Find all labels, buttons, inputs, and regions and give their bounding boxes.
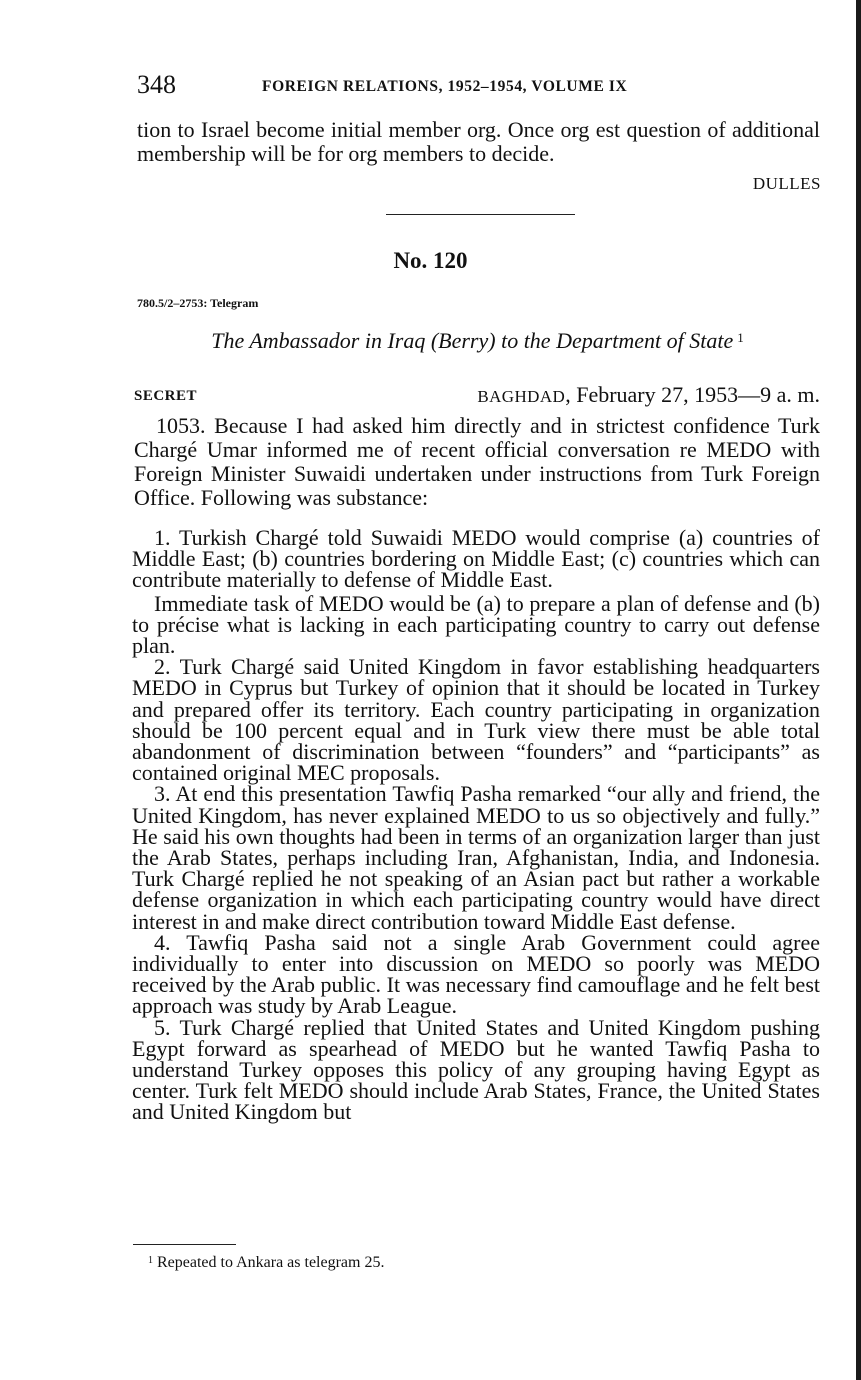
document-number: No. 120 bbox=[393, 248, 468, 273]
telegram-body bbox=[132, 527, 820, 1123]
file-reference: 780.5/2–2753: Telegram bbox=[137, 296, 259, 310]
footnote-reference: 1 bbox=[737, 330, 744, 345]
paragraph: 1053. Because I had asked him directly and in strictest confidence Turk Chargé Umar informed me of recent official conversation re MEDO with Foreign Minister Suwaidi undertaken under instructions from Turk Foreign Office. Following was substance: bbox=[134, 413, 820, 510]
footnote bbox=[148, 1254, 384, 1272]
telegram-opening bbox=[134, 414, 820, 510]
footnote-mark: 1 bbox=[148, 1255, 153, 1266]
paragraph: 4. Tawfiq Pasha said not a single Arab Government could agree individually to enter into discussion on MEDO so poorly was MEDO received by the Arab public. It was necessary find camouflage and he felt best approach was study by Arab League. bbox=[132, 929, 820, 1019]
footnote-text: Repeated to Ankara as telegram 25. bbox=[157, 1254, 385, 1271]
paragraph: Immediate task of MEDO would be (a) to prepare a plan of defense and (b) to précise what is lacking in each participating country to carry out defense plan. bbox=[132, 590, 820, 659]
previous-document-closing-text: tion to Israel become initial member org. Once org est question of additional membership will be for org members to decide. bbox=[137, 117, 820, 166]
footnote-rule bbox=[133, 1244, 236, 1245]
dateline-place: BAGHDAD bbox=[477, 387, 566, 406]
paragraph: 3. At end this presentation Tawfiq Pasha remarked “our ally and friend, the United Kingdom, has never explained MEDO to us so objectively and fully.” He said his own thoughts had been in terms of an organization larger than just the Arab States, perhaps including Iran, Afghanistan, India, and Indonesia. Turk Chargé replied he not speaking of an Asian pact but rather a workable defense organization in which each participating country would have direct interest in and make direct contribution toward Middle East defense. bbox=[132, 781, 820, 934]
dateline bbox=[477, 382, 820, 408]
document-heading-text: The Ambassador in Iraq (Berry) to the Department of State bbox=[211, 328, 734, 353]
signature: DULLES bbox=[752, 174, 821, 193]
page-edge-shadow bbox=[856, 0, 861, 1380]
paragraph: 1. Turkish Chargé told Suwaidi MEDO would comprise (a) countries of Middle East; (b) countries bordering on Middle East; (c) countries which can contribute materially to defense of Middle East. bbox=[132, 525, 820, 593]
document-heading bbox=[0, 328, 861, 354]
page-number: 348 bbox=[137, 70, 176, 99]
paragraph: 5. Turk Chargé replied that United States and United Kingdom pushing Egypt forward as spearhead of MEDO but he wanted Tawfiq Pasha to understand Turkey opposes this policy of any grouping having Egypt as center. Turk felt MEDO should include Arab States, France, the United States and United Kingdom but bbox=[132, 1014, 820, 1125]
running-head: FOREIGN RELATIONS, 1952–1954, VOLUME IX bbox=[262, 78, 628, 95]
paragraph: 2. Turk Chargé said United Kingdom in favor establishing headquarters MEDO in Cyprus but Turkey of opinion that it should be located in Turkey and prepared offer its territory. Each country participating in organization should be 100 percent equal and in Turk view there must be able total abandonment of discrimination between “founders” and “participants” as contained original MEC proposals. bbox=[132, 654, 820, 786]
dateline-date: , February 27, 1953—9 a. m. bbox=[565, 382, 820, 407]
section-divider bbox=[386, 214, 575, 215]
classification: SECRET bbox=[134, 388, 198, 404]
